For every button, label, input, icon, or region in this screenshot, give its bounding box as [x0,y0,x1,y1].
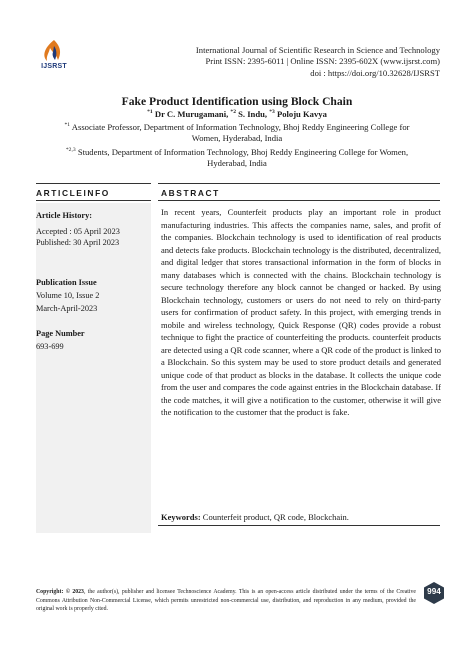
article-info-panel [36,203,151,533]
affiliation-2-line1: Students, Department of Information Technology, Bhoj Reddy Engineering College for Women, [77,146,409,157]
affiliation-2-sup: *2,3 [65,147,76,153]
page-number: 994 [427,587,441,596]
abstract-bottom-divider [158,525,440,526]
publication-issue-heading: Publication Issue [36,278,97,287]
flame-logo-icon [34,38,74,64]
page-number-heading: Page Number [36,329,85,338]
author-1-sup: *1 [147,109,153,116]
copyright-text: , the author(s), publisher and licensee Technoscience Academy. This is an open-access article distributed under the terms of the Creative Commons Attribution Non-Commercial License, which permits unrestricted non-commercial use, distribution, and reproduction in any medium, provided the original work is properly cited. [36,589,417,613]
top-divider-left [36,183,151,184]
abstract-text: In recent years, Counterfeit products play an important role in product manufacturing industries. This affects the companies name, sales, and profit of the companies. Blockchain technology is used to identification of real products and detects fake products. Blockchain technology is the distributed, decentralized, and digital ledger that stores transactional information in the form of blocks in many databases which is connected with the chains. Blockchain technology is secure technology therefore any block cannot be changed or hacked. By using Blockchain technology, customers or users do not need to rely on third-party users for confirmation of product safety. In this project, with emerging trends in mobile and wireless technology, Quick Response (QR) codes provide a robust technique to fight the practice of counterfeiting the products. counterfeit products are detected using a QR code scanner, where a QR code of the product is linked to a Blockchain. So this system may be used to store product details and generated unique code of that product as blocks in the database. It collects the unique code from the user and compares the code against entries in the Blockchain database. If the code matches, it will give a notification to the customer, otherwise it will give the notification to the customer that the product is fake. [161,207,441,417]
page-range: 693-699 [36,342,64,351]
author-3-sup: *3 [269,109,275,116]
keywords-value: Counterfeit product, QR code, Blockchain. [202,512,349,522]
affiliation-1-sup: *1 [64,122,71,128]
top-divider-right [158,183,440,184]
abstract-heading: ABSTRACT [161,188,220,198]
heading-divider-right [158,200,440,201]
affiliation-2 [36,145,438,170]
author-list [0,109,474,119]
copyright-notice [36,588,416,614]
journal-header [140,45,440,79]
heading-divider-left [36,200,151,201]
affiliation-1-line2: Women, Hyderabad, India [191,133,283,144]
article-history-heading: Article History: [36,211,92,220]
issue-period: March-April-2023 [36,304,98,313]
accepted-date: Accepted : 05 April 2023 [36,227,120,236]
affiliation-1 [36,120,438,145]
logo-text: IJSRST [41,63,67,70]
issn-line: Print ISSN: 2395-6011 | Online ISSN: 2395-602X (www.ijsrst.com) [205,56,440,67]
journal-logo [34,38,74,80]
author-3-name: Poloju Kavya [276,109,327,119]
published-date: Published: 30 April 2023 [36,238,120,247]
volume-issue: Volume 10, Issue 2 [36,291,100,300]
affiliation-2-line2: Hyderabad, India [207,158,267,169]
doi-line: doi : https://doi.org/10.32628/IJSRST [310,67,440,78]
copyright-label: Copyright: © 2023 [36,589,84,595]
paper-title: Fake Product Identification using Block Chain [121,95,353,108]
journal-name: International Journal of Scientific Research in Science and Technology [195,45,440,55]
author-2-sup: *2 [230,109,236,116]
affiliation-1-line1: Associate Professor, Department of Information Technology, Bhoj Reddy Engineering College for [71,121,410,132]
page-number-badge [424,582,444,604]
author-2-name: S. Indu, [238,109,268,119]
keywords [161,511,441,523]
article-info-heading: ARTICLEINFO [36,188,110,198]
author-1-name: Dr C. Murugamani, [154,109,229,119]
keywords-label: Keywords: [161,512,201,522]
